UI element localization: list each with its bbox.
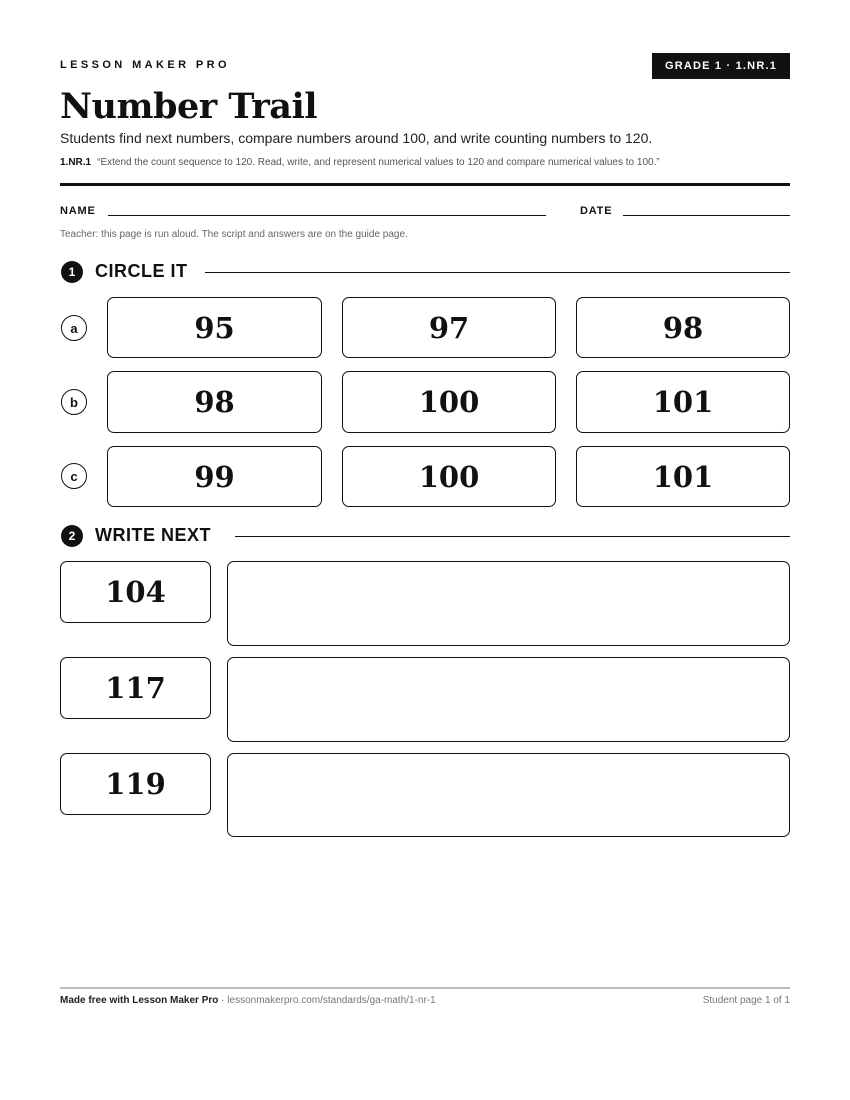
- row-c-choice-1[interactable]: 99: [107, 446, 322, 507]
- name-label: NAME: [60, 205, 96, 217]
- standard-text: “Extend the count sequence to 120. Read, write, and represent numerical values to 120 and compare numerical values to 100.”: [97, 157, 660, 168]
- row-b-choice-1[interactable]: 98: [107, 371, 322, 433]
- date-line[interactable]: [623, 215, 790, 216]
- write-next-prompt-2: 117: [60, 657, 211, 719]
- row-c-choice-2[interactable]: 100: [342, 446, 556, 507]
- section-1-rule: [205, 272, 790, 273]
- row-b-choice-2[interactable]: 100: [342, 371, 556, 433]
- page-title: Number Trail: [60, 86, 318, 127]
- row-a-choice-1[interactable]: 95: [107, 297, 322, 358]
- standard-code: 1.NR.1: [60, 157, 92, 168]
- teacher-note: Teacher: this page is run aloud. The script and answers are on the guide page.: [60, 229, 408, 240]
- grade-badge: GRADE 1 · 1.NR.1: [652, 53, 790, 79]
- section-2-title: WRITE NEXT: [95, 525, 211, 545]
- write-next-prompt-1: 104: [60, 561, 211, 623]
- row-c-label: c: [61, 463, 87, 489]
- page-subtitle: Students find next numbers, compare numbers around 100, and write counting numbers to 120.: [60, 130, 653, 146]
- row-b-label: b: [61, 389, 87, 415]
- footer-separator: ·: [218, 995, 228, 1006]
- footer-page-number: Student page 1 of 1: [702, 995, 790, 1006]
- header-divider: [60, 183, 790, 186]
- row-a-label: a: [61, 315, 87, 341]
- section-2-rule: [235, 536, 790, 537]
- section-1-number: 1: [61, 261, 83, 283]
- footer-divider: [60, 987, 790, 989]
- write-next-prompt-3: 119: [60, 753, 211, 815]
- brand-name: LESSON MAKER PRO: [60, 59, 230, 71]
- name-line[interactable]: [108, 215, 546, 216]
- write-next-answer-3[interactable]: [227, 753, 790, 837]
- row-a-choice-2[interactable]: 97: [342, 297, 556, 358]
- footer-credit: [60, 995, 436, 1006]
- section-1-title: CIRCLE IT: [95, 261, 188, 281]
- footer-made-with: Made free with Lesson Maker Pro: [60, 995, 219, 1006]
- standard-statement: [60, 157, 660, 168]
- footer-url[interactable]: lessonmakerpro.com/standards/ga-math/1-nr-1: [227, 995, 436, 1006]
- write-next-answer-1[interactable]: [227, 561, 790, 646]
- row-c-choice-3[interactable]: 101: [576, 446, 790, 507]
- row-b-choice-3[interactable]: 101: [576, 371, 790, 433]
- date-label: DATE: [580, 205, 613, 217]
- row-a-choice-3[interactable]: 98: [576, 297, 790, 358]
- write-next-answer-2[interactable]: [227, 657, 790, 742]
- section-2-number: 2: [61, 525, 83, 547]
